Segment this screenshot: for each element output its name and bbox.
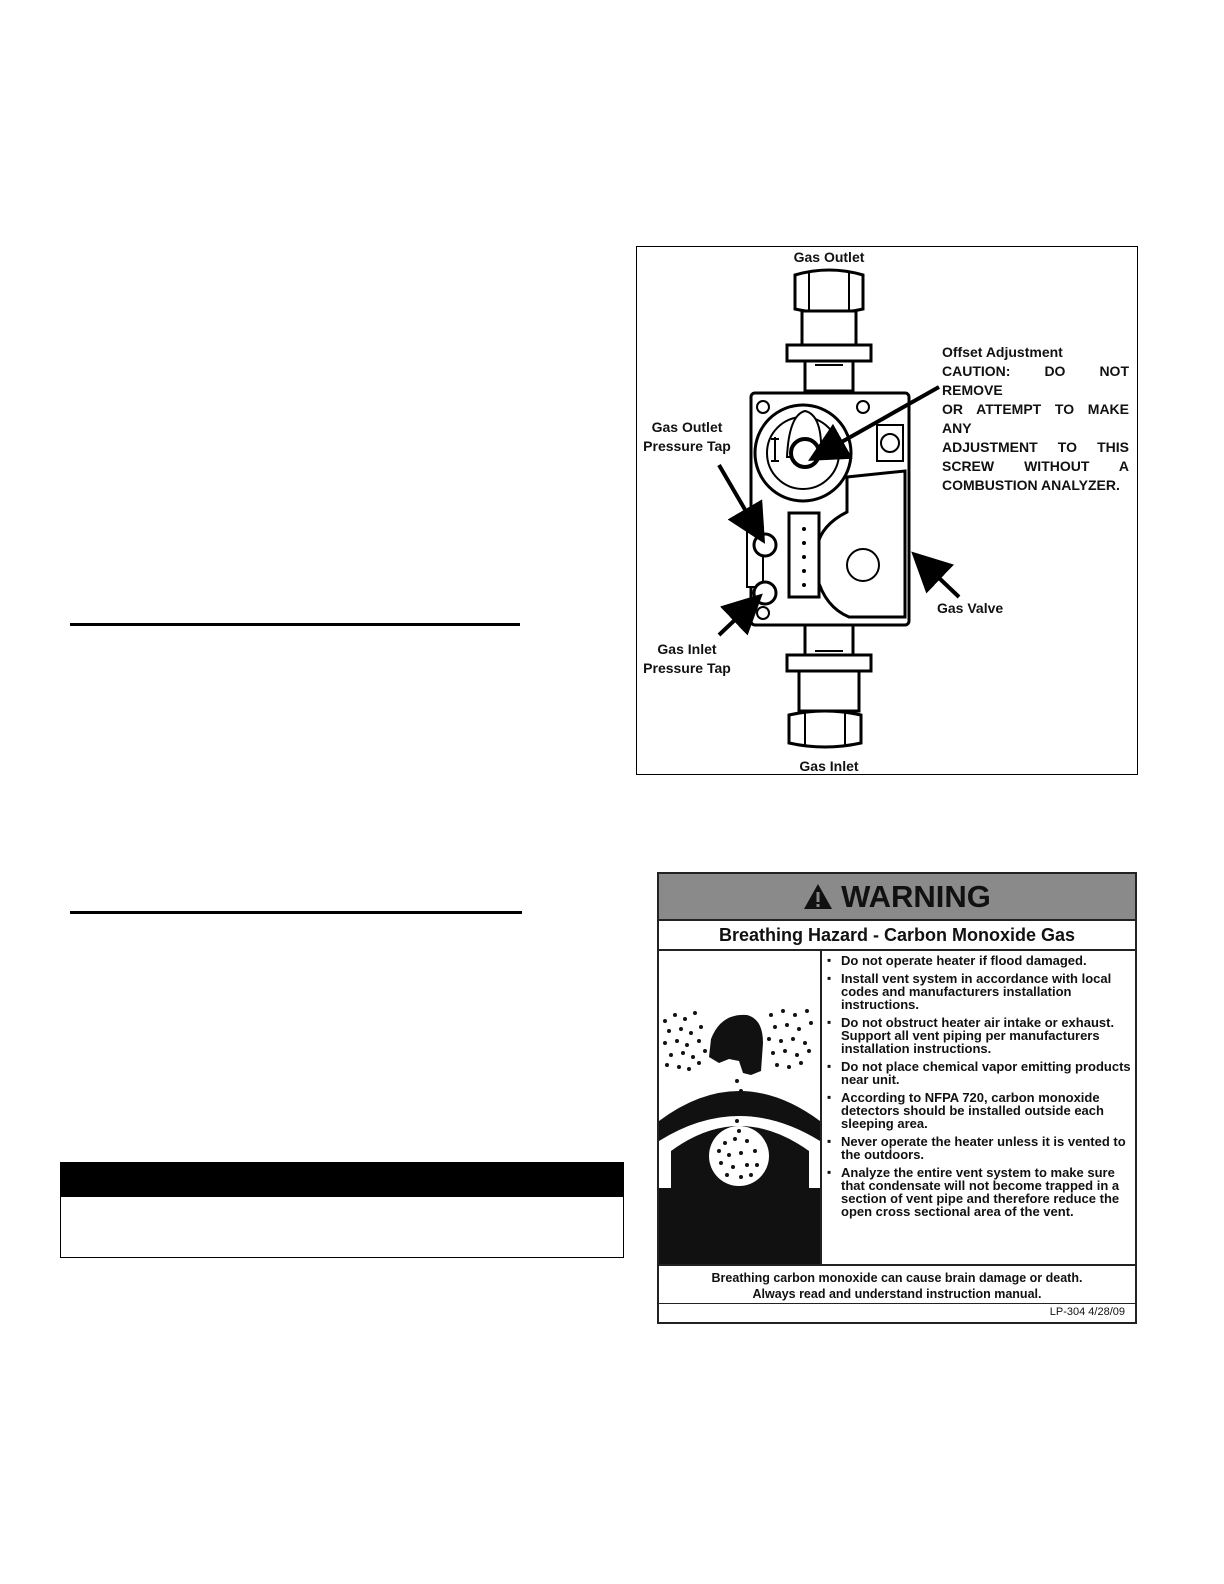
warning-list [825, 954, 1135, 1223]
label-code: LP-304 4/28/09 [1049, 1306, 1125, 1318]
label-inlet-tap-line-2: Pressure Tap [643, 660, 731, 676]
notice-box [60, 1162, 624, 1258]
warning-item: ▪ Do not operate heater if flood damaged. [825, 954, 1135, 967]
section-rule-2 [70, 911, 522, 914]
warning-item: ▪ According to NFPA 720, carbon monoxide detectors should be installed outside each sleeping area. [825, 1091, 1135, 1130]
warning-footer-line-2: Always read and understand instruction manual. [752, 1287, 1042, 1301]
caution-line-1: CAUTION: DO NOT REMOVE [942, 363, 1129, 398]
caution-line-3: ADJUSTMENT TO THIS [942, 439, 1129, 455]
warning-header [659, 874, 1135, 921]
warning-item: ▪ Never operate the heater unless it is vented to the outdoors. [825, 1135, 1135, 1161]
caution-line-2: OR ATTEMPT TO MAKE ANY [942, 401, 1129, 436]
gas-valve-drawing [637, 247, 1139, 776]
gas-valve-figure [636, 246, 1138, 775]
label-inlet-tap-line-1: Gas Inlet [657, 641, 717, 657]
warning-item: ▪ Install vent system in accordance with local codes and manufacturers installation instructions. [825, 972, 1135, 1011]
label-gas-inlet: Gas Inlet [799, 758, 859, 774]
caution-line-5: COMBUSTION ANALYZER. [942, 477, 1120, 493]
label-outlet-tap-line-1: Gas Outlet [651, 419, 723, 435]
warning-title: WARNING [841, 878, 991, 914]
warning-item: ▪ Do not place chemical vapor emitting products near unit. [825, 1060, 1135, 1086]
outlet-nut [787, 270, 871, 391]
warning-item: ▪ Analyze the entire vent system to make sure that condensate will not become trapped in a section of vent pipe and therefore reduce the open cross sectional area of the vent. [825, 1166, 1135, 1218]
label-gas-outlet: Gas Outlet [793, 249, 865, 265]
warning-item: ▪ Do not obstruct heater air intake or exhaust. Support all vent piping per manufacturers installation instructions. [825, 1016, 1135, 1055]
label-outlet-pressure-tap [639, 418, 735, 456]
offset-adjustment-caution [942, 343, 1129, 495]
warning-footer [659, 1264, 1135, 1304]
inlet-nut [787, 625, 871, 747]
label-outlet-tap-line-2: Pressure Tap [643, 438, 731, 454]
warning-footer-line-1: Breathing carbon monoxide can cause brain damage or death. [711, 1271, 1083, 1285]
warning-subheader: Breathing Hazard - Carbon Monoxide Gas [659, 921, 1135, 951]
carbon-monoxide-pictogram [659, 951, 822, 1264]
label-gas-valve: Gas Valve [937, 600, 1004, 616]
valve-body [747, 393, 909, 625]
notice-box-header [61, 1163, 623, 1197]
section-rule-1 [70, 623, 520, 626]
caution-line-4: SCREW WITHOUT A [942, 458, 1129, 474]
warning-triangle-icon [803, 883, 833, 910]
person-inhaling-gas-icon [659, 951, 820, 1264]
warning-label [657, 872, 1137, 1324]
label-inlet-pressure-tap [639, 640, 735, 678]
offset-adjustment-title: Offset Adjustment [942, 344, 1063, 360]
